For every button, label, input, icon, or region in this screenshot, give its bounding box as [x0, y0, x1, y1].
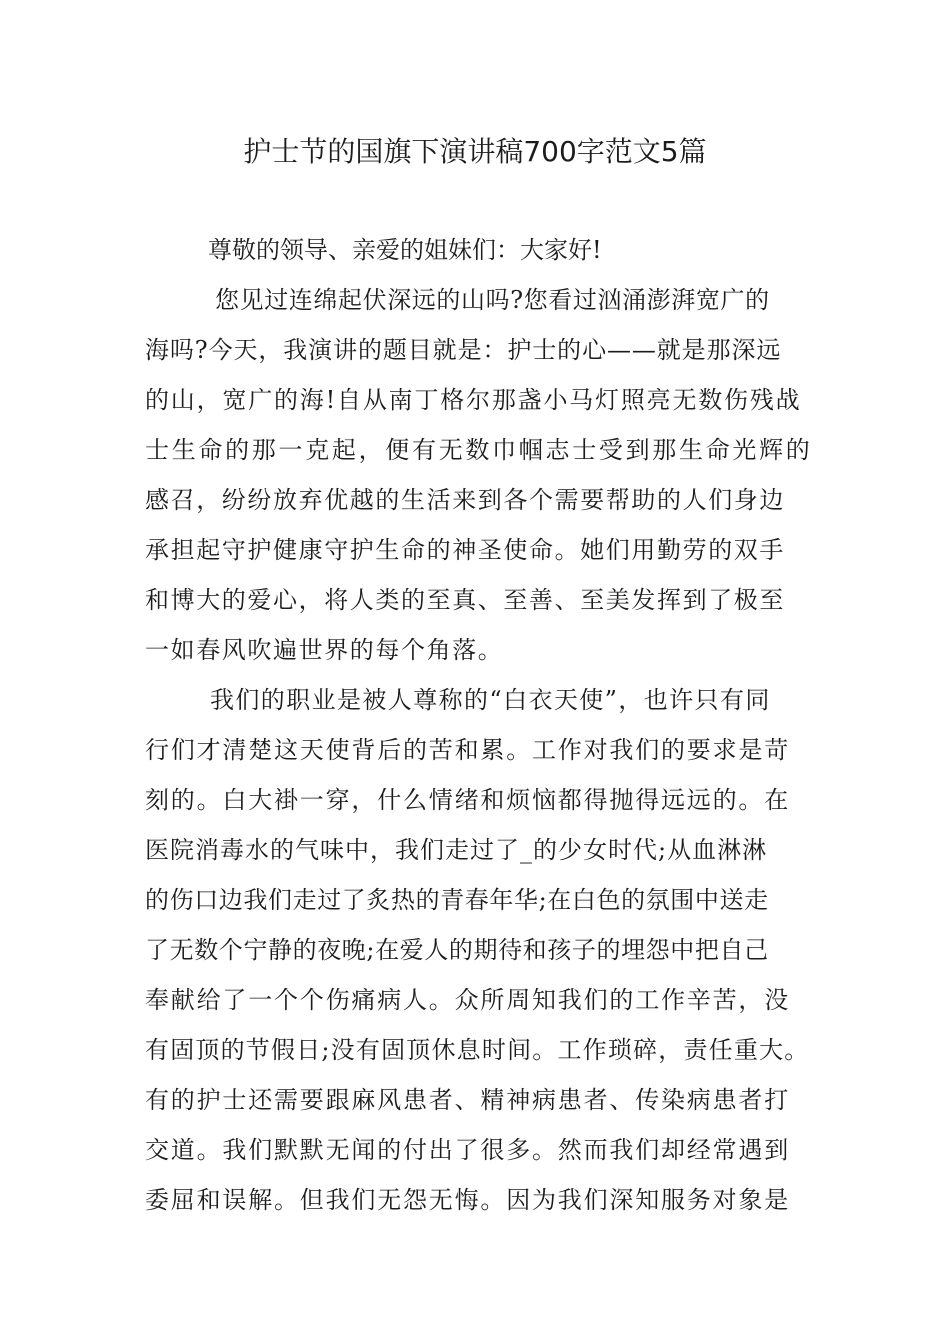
- text-line: 承担起守护健康守护生命的神圣使命。她们用勤劳的双手: [145, 536, 785, 564]
- text-line: 刻的。白大褂一穿，什么情绪和烦恼都得抛得远远的。在: [145, 786, 790, 814]
- text-line: 交道。我们默默无闻的付出了很多。然而我们却经常遇到: [145, 1136, 790, 1164]
- text-line: 奉献给了一个个伤痛病人。众所周知我们的工作辛苦，没: [145, 986, 790, 1014]
- text-line: 委屈和误解。但我们无怨无悔。因为我们深知服务对象是: [145, 1186, 790, 1214]
- text-line: 士生命的那一克起，便有无数巾帼志士受到那生命光辉的: [145, 436, 813, 464]
- text-line: 尊敬的领导、亲爱的姐妹们：大家好!: [208, 236, 602, 264]
- text-line: 有的护士还需要跟麻风患者、精神病患者、传染病患者打: [145, 1086, 790, 1114]
- text-line: 了无数个宁静的夜晚;在爱人的期待和孩子的埋怨中把自己: [145, 936, 769, 964]
- text-line: 感召，纷纷放弃优越的生活来到各个需要帮助的人们身边: [145, 486, 785, 514]
- text-line: 的伤口边我们走过了炙热的青春年华;在白色的氛围中送走: [145, 886, 769, 914]
- text-line: 海吗?今天，我演讲的题目就是：护士的心——就是那深远: [145, 336, 782, 364]
- text-line: 您见过连绵起伏深远的山吗?您看过汹涌澎湃宽广的: [215, 286, 770, 314]
- text-line: 和博大的爱心，将人类的至真、至善、至美发挥到了极至: [145, 586, 785, 614]
- text-line: 有固顶的节假日;没有固顶休息时间。工作琐碎，责任重大。: [145, 1036, 810, 1064]
- text-line: 的山，宽广的海!自从南丁格尔那盏小马灯照亮无数伤残战: [145, 386, 802, 414]
- text-line: 医院消毒水的气味中，我们走过了_的少女时代;从血淋淋: [145, 836, 768, 864]
- text-line: 行们才清楚这天使背后的苦和累。工作对我们的要求是苛: [145, 736, 790, 764]
- text-line: 我们的职业是被人尊称的“白衣天使”，也许只有同: [210, 686, 771, 714]
- document-title: 护士节的国旗下演讲稿700字范文5篇: [243, 135, 707, 168]
- text-line: 一如春风吹遍世界的每个角落。: [145, 636, 504, 664]
